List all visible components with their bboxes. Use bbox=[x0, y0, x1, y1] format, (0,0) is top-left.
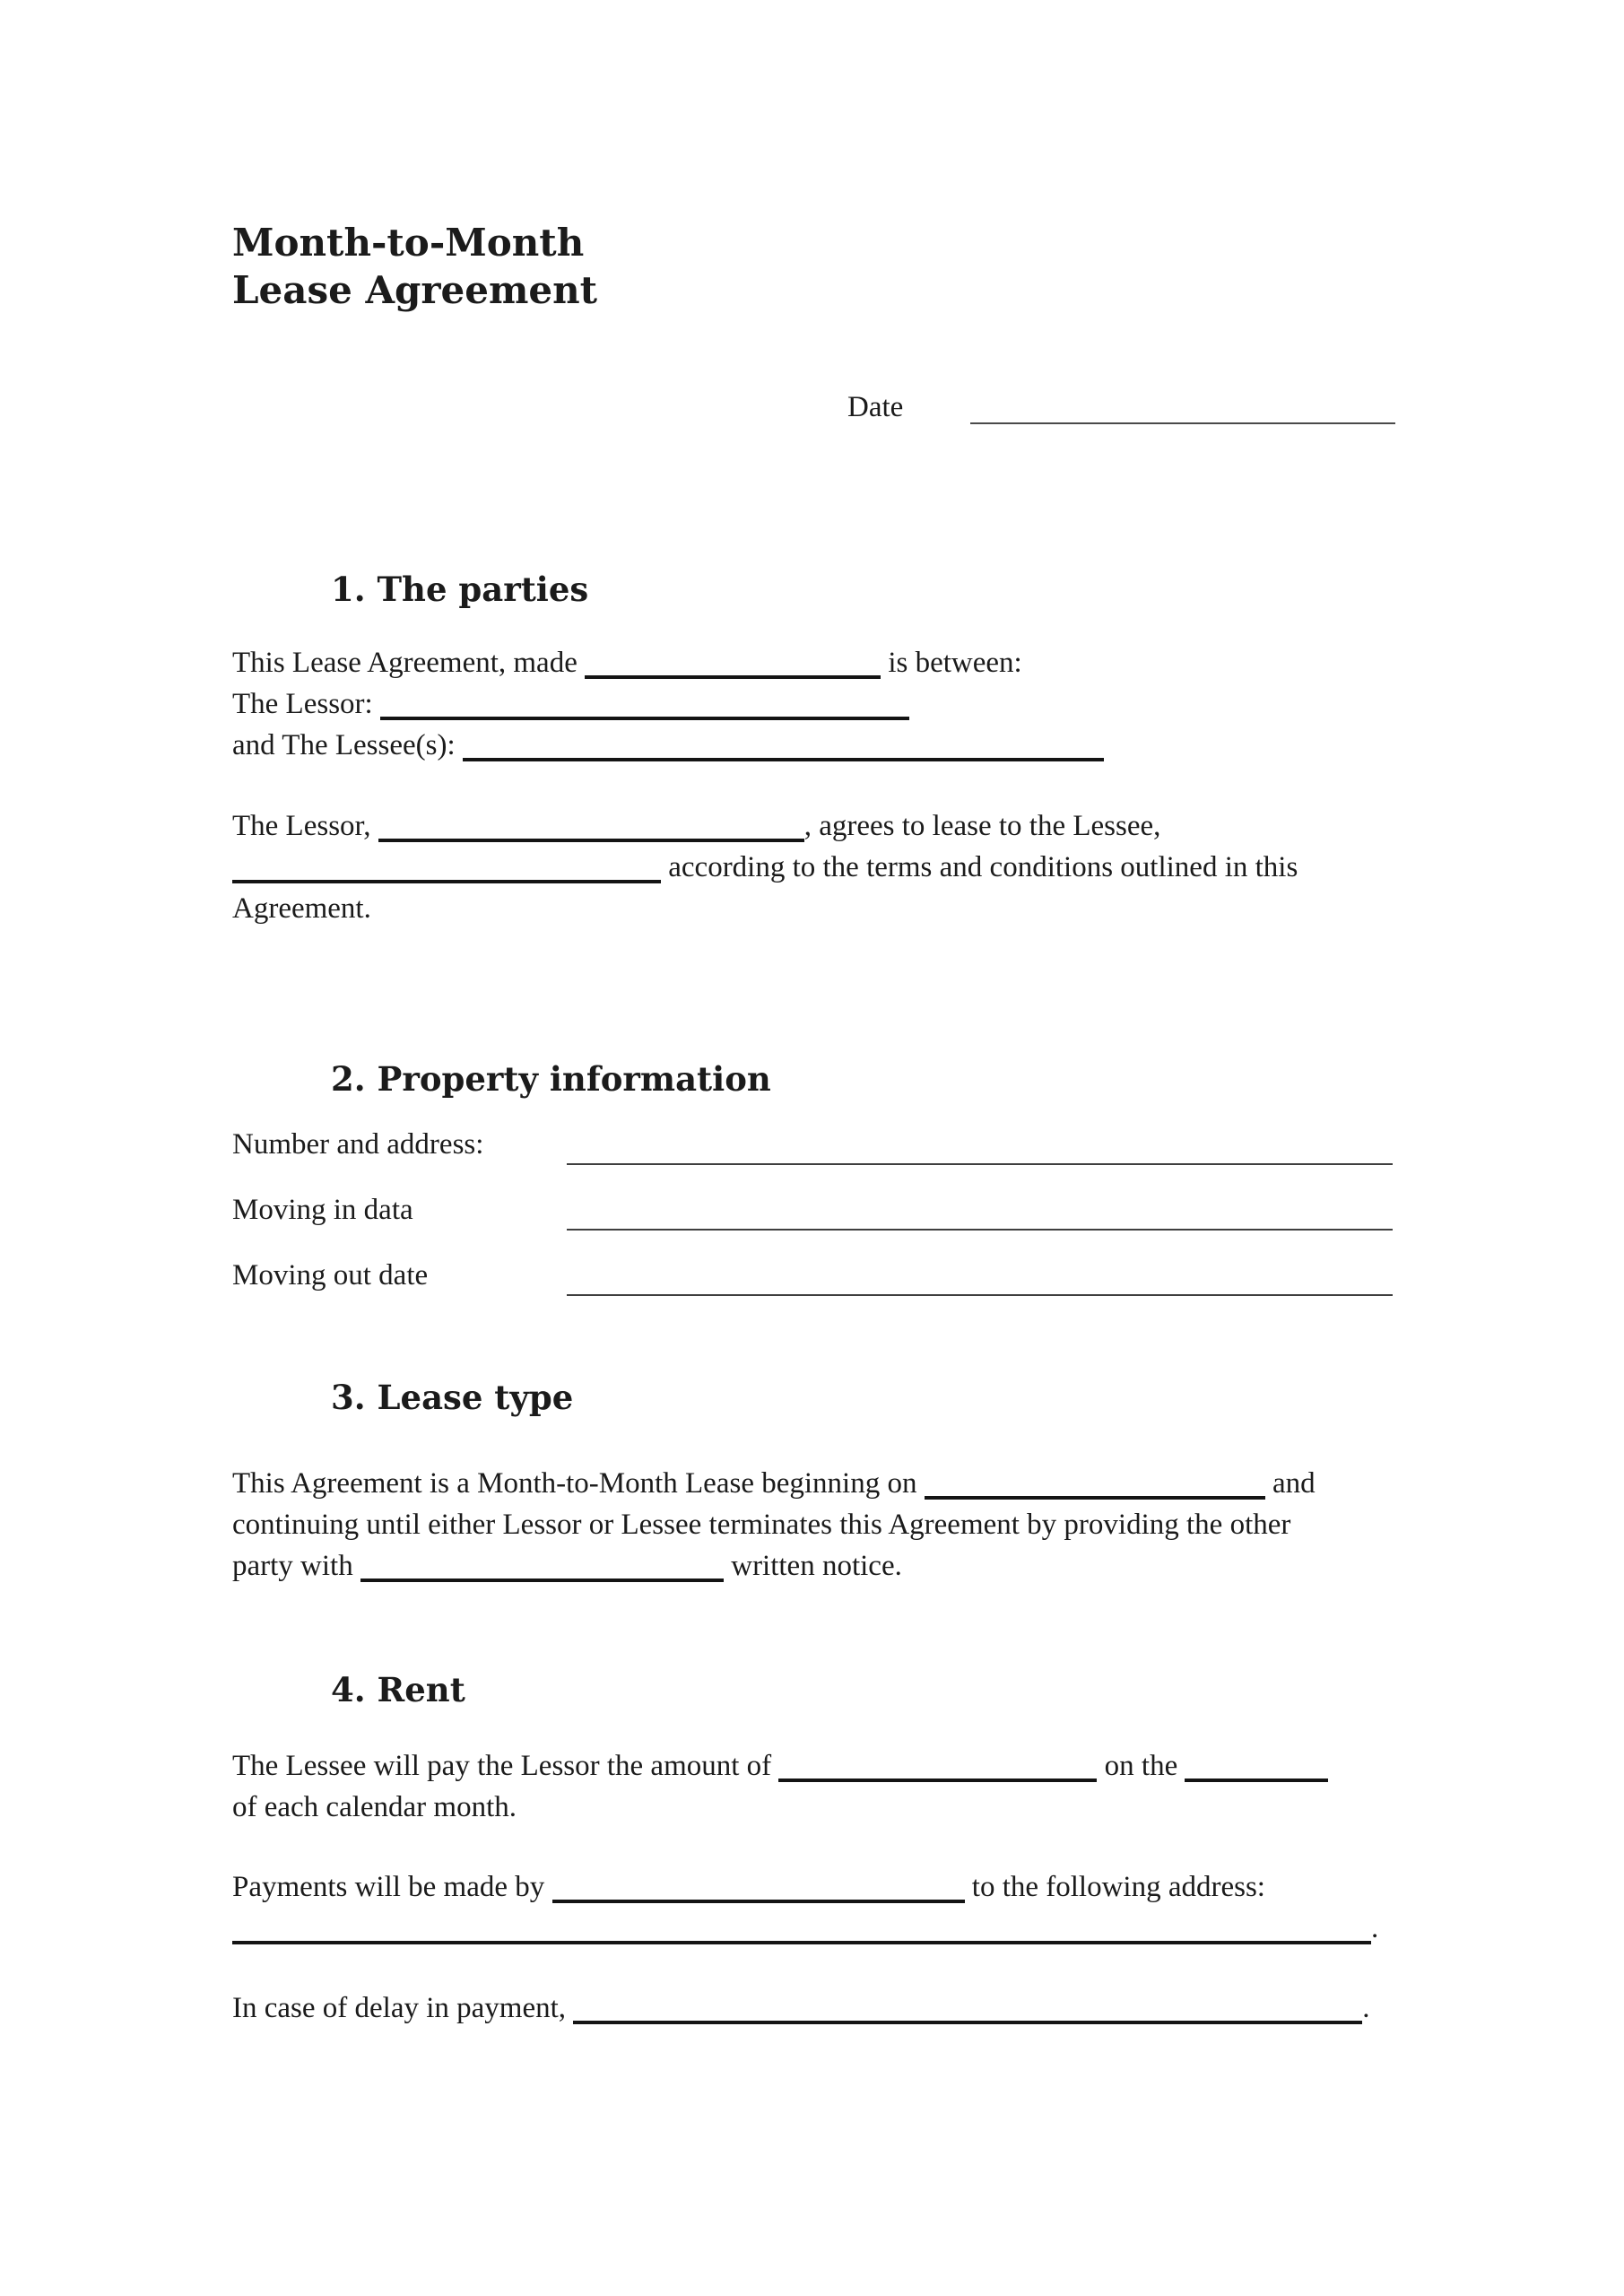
text-line bbox=[232, 1866, 1393, 1908]
text-segment: , agrees to lease to the Lessee, bbox=[803, 810, 1161, 842]
field-blank-line[interactable] bbox=[567, 1229, 1393, 1231]
text-segment: is between: bbox=[881, 647, 1022, 679]
fill-in-blank[interactable] bbox=[232, 1909, 1371, 1944]
text-line bbox=[232, 1463, 1393, 1504]
fill-in-blank[interactable] bbox=[378, 806, 804, 842]
text-line bbox=[232, 725, 1393, 766]
text-line bbox=[232, 1987, 1393, 2029]
text-segment: continuing until either Lessor or Lessee terminates this Agreement by providing the other bbox=[232, 1509, 1291, 1541]
text-line bbox=[232, 1745, 1393, 1787]
fill-in-blank[interactable] bbox=[1185, 1746, 1328, 1782]
field-row-3 bbox=[232, 1255, 1393, 1300]
title-line-1: Month-to-Month bbox=[232, 221, 585, 265]
field-blank-line[interactable] bbox=[567, 1163, 1393, 1165]
text-line bbox=[232, 642, 1393, 683]
fill-in-blank[interactable] bbox=[380, 684, 909, 720]
date-field bbox=[847, 387, 1395, 431]
text-segment: Agreement. bbox=[232, 892, 371, 925]
section-1-heading: 1. The parties bbox=[331, 570, 589, 609]
text-line bbox=[232, 1908, 1393, 1949]
fill-in-blank[interactable] bbox=[232, 848, 661, 883]
text-line bbox=[232, 1504, 1393, 1545]
field-label: Moving out date bbox=[232, 1259, 429, 1292]
fill-in-blank[interactable] bbox=[778, 1746, 1097, 1782]
fill-in-blank[interactable] bbox=[585, 643, 881, 679]
section-1-paragraph-1 bbox=[232, 642, 1393, 766]
text-segment: party with bbox=[232, 1550, 360, 1582]
text-segment: In case of delay in payment, bbox=[232, 1992, 574, 2024]
text-segment: of each calendar month. bbox=[232, 1791, 517, 1823]
fill-in-blank[interactable] bbox=[552, 1867, 965, 1903]
field-row-2 bbox=[232, 1189, 1393, 1234]
text-line bbox=[232, 1545, 1393, 1587]
text-segment: Payments will be made by bbox=[232, 1871, 552, 1903]
section-2-heading: 2. Property information bbox=[331, 1059, 771, 1099]
section-4-paragraph-2 bbox=[232, 1866, 1393, 1949]
field-label: Moving in data bbox=[232, 1194, 413, 1226]
section-1-paragraph-2 bbox=[232, 805, 1393, 929]
text-segment: The Lessor: bbox=[232, 688, 380, 720]
text-line bbox=[232, 888, 1393, 929]
field-blank-line[interactable] bbox=[567, 1294, 1393, 1296]
text-segment: The Lessor, bbox=[232, 810, 378, 842]
text-segment: This Lease Agreement, made bbox=[232, 647, 586, 679]
fill-in-blank[interactable] bbox=[573, 1988, 1362, 2024]
section-3-paragraph-1 bbox=[232, 1463, 1393, 1587]
text-segment: . bbox=[1362, 1992, 1370, 2024]
date-label: Date bbox=[847, 391, 904, 423]
text-segment: The Lessee will pay the Lessor the amount of bbox=[232, 1750, 779, 1782]
section-4-paragraph-1 bbox=[232, 1745, 1393, 1828]
date-blank-line[interactable] bbox=[970, 422, 1395, 424]
text-line bbox=[232, 1787, 1393, 1828]
text-line bbox=[232, 683, 1393, 725]
field-row-1 bbox=[232, 1124, 1393, 1169]
text-line bbox=[232, 847, 1393, 888]
text-segment: written notice. bbox=[723, 1550, 902, 1582]
text-segment: This Agreement is a Month-to-Month Lease beginning on bbox=[232, 1467, 925, 1500]
fill-in-blank[interactable] bbox=[925, 1464, 1265, 1500]
text-segment: according to the terms and conditions outlined in this bbox=[661, 851, 1298, 883]
text-line bbox=[232, 805, 1393, 847]
section-3-heading: 3. Lease type bbox=[331, 1378, 574, 1417]
text-segment: to the following address: bbox=[964, 1871, 1265, 1903]
fill-in-blank[interactable] bbox=[360, 1546, 724, 1582]
title-line-2: Lease Agreement bbox=[232, 268, 598, 312]
text-segment: and bbox=[1264, 1467, 1316, 1500]
document-title bbox=[232, 219, 597, 314]
text-segment: on the bbox=[1097, 1750, 1185, 1782]
field-label: Number and address: bbox=[232, 1128, 484, 1161]
fill-in-blank[interactable] bbox=[463, 726, 1104, 761]
section-4-heading: 4. Rent bbox=[331, 1670, 465, 1709]
section-4-paragraph-3 bbox=[232, 1987, 1393, 2029]
text-segment: . bbox=[1371, 1912, 1379, 1944]
text-segment: and The Lessee(s): bbox=[232, 729, 463, 761]
